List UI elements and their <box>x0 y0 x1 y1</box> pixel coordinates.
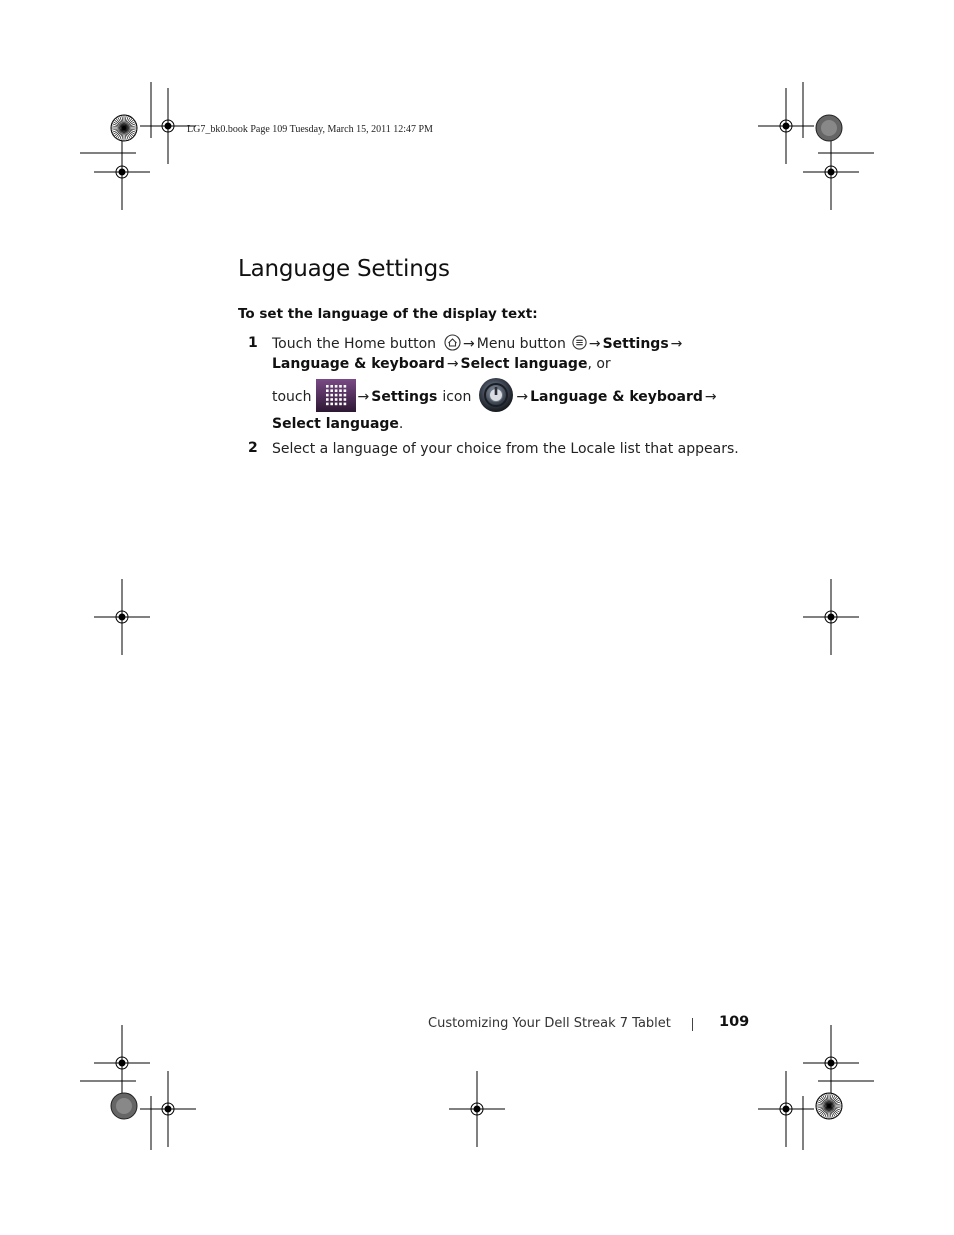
arrow: → <box>588 336 601 352</box>
registration-mark <box>94 1025 150 1101</box>
arrow: → <box>357 389 370 405</box>
home-button-icon <box>444 334 461 355</box>
step-2-text: Select a language of your choice from the Locale list that appears. <box>272 441 739 457</box>
star-target-mark <box>816 115 842 141</box>
registration-mark <box>140 1071 196 1147</box>
arrow: → <box>516 389 529 405</box>
step-2-number: 2 <box>248 440 258 456</box>
select-language-label: Select language <box>460 356 588 372</box>
settings-label: Settings <box>602 336 669 352</box>
page-title: Language Settings <box>238 256 450 282</box>
settings-icon <box>478 377 514 417</box>
arrow: → <box>463 336 475 352</box>
step-1-number: 1 <box>248 335 258 351</box>
registration-mark <box>803 579 859 655</box>
page-number: 109 <box>719 1014 750 1030</box>
registration-mark <box>803 1025 859 1101</box>
star-target-mark <box>816 1093 842 1119</box>
arrow: → <box>446 356 459 372</box>
step-1-line-4 <box>272 414 403 434</box>
registration-mark <box>803 134 859 210</box>
step-1-text-menu: Menu button <box>476 336 566 352</box>
menu-button-icon <box>572 335 587 354</box>
arrow: → <box>670 336 683 352</box>
settings-label-2: Settings <box>371 389 438 405</box>
step-1-line-2 <box>272 354 611 374</box>
registration-mark <box>758 1071 814 1147</box>
registration-mark <box>758 88 814 164</box>
print-slug: LG7_bk0.book Page 109 Tuesday, March 15, 2011 12:47 PM <box>187 124 433 135</box>
registration-mark <box>449 1071 505 1147</box>
footer-divider <box>692 1018 693 1031</box>
procedure-heading: To set the language of the display text: <box>238 306 538 322</box>
registration-mark <box>94 134 150 210</box>
icon-word: icon <box>442 389 472 405</box>
star-target-mark <box>111 115 137 141</box>
language-keyboard-label: Language & keyboard <box>272 356 445 372</box>
app-drawer-icon <box>316 379 356 416</box>
language-keyboard-label-2: Language & keyboard <box>530 389 703 405</box>
star-target-mark <box>111 1093 137 1119</box>
registration-mark <box>94 579 150 655</box>
select-language-label-2: Select language <box>272 416 399 432</box>
touch-text: touch <box>272 389 312 405</box>
or-text: , or <box>587 356 611 372</box>
step-1-text-home: Touch the Home button <box>272 336 437 352</box>
footer-section-title: Customizing Your Dell Streak 7 Tablet <box>428 1016 671 1031</box>
arrow: → <box>704 389 717 405</box>
step-1-line-1 <box>272 334 684 354</box>
period: . <box>398 416 404 432</box>
step-1-line-3 <box>272 379 719 415</box>
